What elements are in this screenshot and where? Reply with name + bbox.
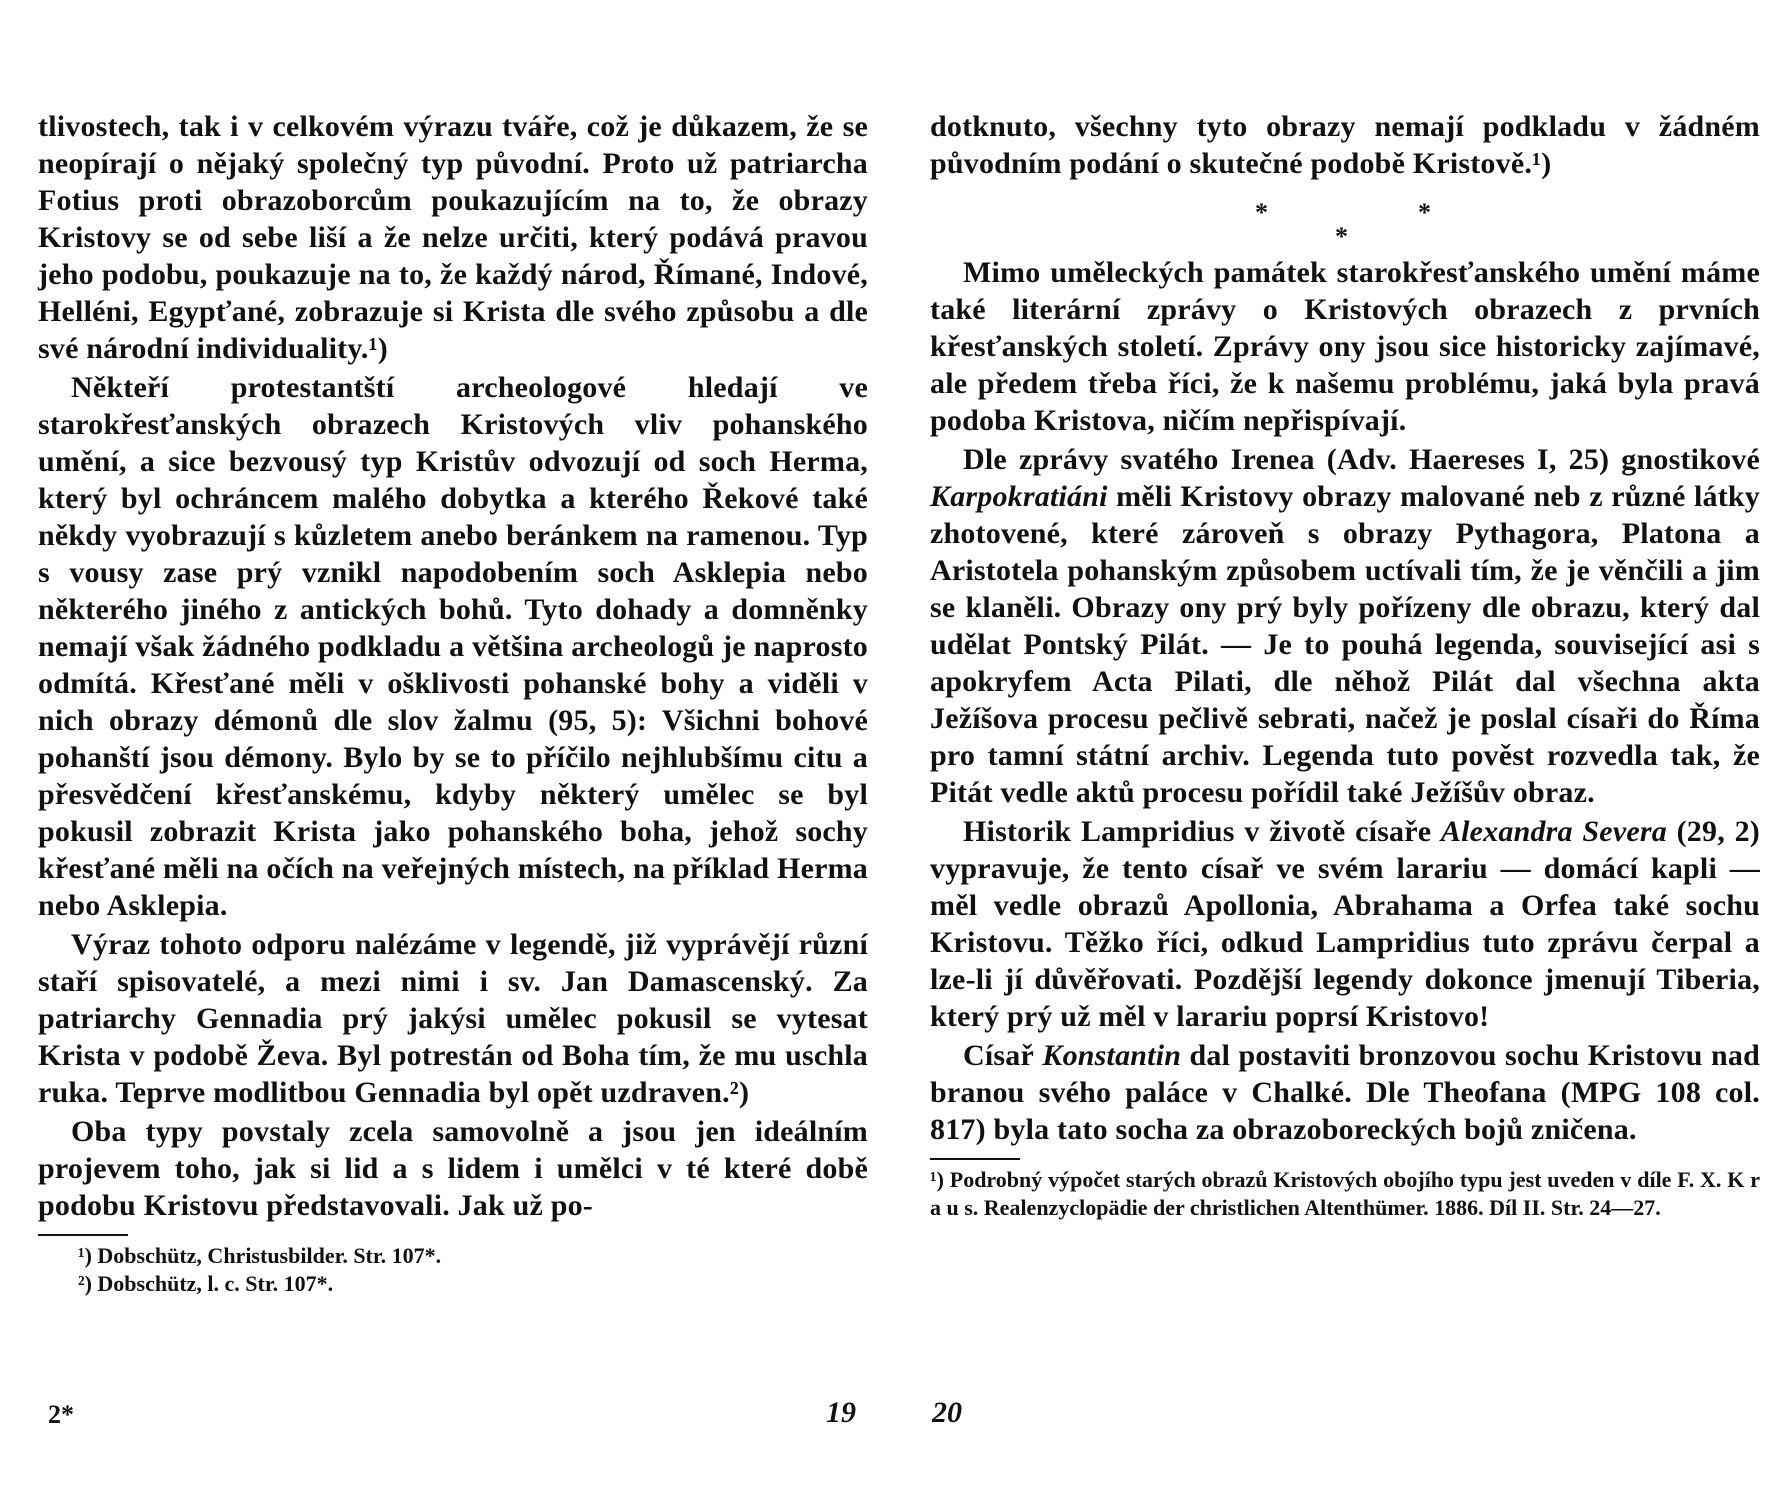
footnote-rule — [38, 1234, 128, 1236]
footnote: ¹) Dobschütz, Christusbilder. Str. 107*. — [78, 1243, 442, 1268]
left-paragraph-1: tlivostech, tak i v celkovém výrazu tváře, což je důkazem, že se neopírají o nějaký společný typ původní. Proto už patriarcha Fotius proti obrazoborcům poukazujícím na to, že obrazy Kristovy se od sebe liší a že nelze určiti, který podává pravou jeho podobu, poukazuje na to, že každý národ, Římané, Indové, Helléni, Egypťané, zobrazuje si Krista dle svého způsobu a dle své národní individuality.¹) — [38, 110, 868, 365]
right-paragraph-1: Mimo uměleckých památek starokřesťanského umění máme také literární zprávy o Kristových obrazech z prvních křesťanských století. Zprávy ony jsou sice historicky zajímavé, ale předem třeba říci, že k našemu problému, jaká byla pravá podoba Kristova, ničím nepřispívají. — [930, 256, 1760, 437]
page-number-right: 20 — [932, 1396, 962, 1429]
right-paragraph-4: Císař Konstantin dal postaviti bronzovou sochu Kristovu nad branou svého paláce v Chalké. Dle Theofana (MPG 108 col. 817) byla tato socha za obrazoboreckých bojů zničena. — [930, 1039, 1760, 1146]
right-paragraph-3: Historik Lampridius v životě císaře Alexandra Severa (29, 2) vypravuje, že tento císař ve svém larariu — domácí kapli — měl vedle obrazů Apollonia, Abrahama a Orfea také sochu Kristovu. Těžko říci, odkud Lampridius tuto zprávu čerpal a lze-li jí důvěřovati. Pozdější legendy dokonce jmenují Tiberia, který prý už měl v larariu poprsí Kristovo! — [930, 815, 1760, 1033]
left-body — [38, 108, 868, 1224]
footnote: ¹) Podrobný výpočet starých obrazů Kristových obojího typu jest uveden v díle F. X. K r a u s. Realenzyclopädie der christlichen Altenthümer. 1886. Díl II. Str. 24—27. — [930, 1167, 1760, 1220]
page-number-left: 19 — [826, 1396, 856, 1429]
right-footnotes — [930, 1166, 1760, 1222]
footnote-rule — [930, 1158, 1020, 1160]
signature-mark: 2* — [48, 1400, 74, 1429]
asterisk: * — [1255, 198, 1272, 227]
left-paragraph-2: Někteří protestantští archeologové hledají ve starokřesťanských obrazech Kristových vliv pohanského umění, a sice bezvousý typ Kristův odvozují od soch Herma, který byl ochráncem malého dobytka a kterého Řekové také někdy vyobrazují s kůzletem anebo beránkem na ramenou. Typ s vousy zase prý vznikl napodobením soch Asklepia nebo některého jiného z antických bohů. Tyto dohady a domněnky nemají však žádného podkladu a většina archeologů je naprosto odmítá. Křesťané měli v ošklivosti pohanské bohy a viděli v nich obrazy démonů dle slov žalmu (95, 5): Všichni bohové pohanští jsou démony. Bylo by se to příčilo nejhlubšímu citu a přesvědčení křesťanskému, kdyby některý umělec se byl pokusil zobrazit Krista jako pohanského boha, jehož sochy křesťané měli na očích na veřejných místech, na příklad Herma nebo Asklepia. — [38, 371, 868, 922]
left-paragraph-3: Výraz tohoto odporu nalézáme v legendě, již vyprávějí různí staří spisovatelé, a mezi nimi i sv. Jan Damascenský. Za patriarchy Gennadia prý jakýsi umělec pokusil se vytesat Krista v podobě Ževa. Byl potrestán od Boha tím, že mu uschla ruka. Teprve modlitbou Gennadia byl opět uzdraven.²) — [38, 928, 868, 1109]
right-page — [930, 108, 1760, 1222]
right-paragraph-top: dotknuto, všechny tyto obrazy nemají podkladu v žádném původním podání o skutečné podobě Kristově.¹) — [930, 110, 1760, 180]
section-separator — [930, 194, 1760, 254]
asterisk: * — [1335, 222, 1352, 251]
left-paragraph-4: Oba typy povstaly zcela samovolně a jsou jen ideálním projevem toho, jak si lid a s lidem i umělci v té které době podobu Kristovu představovali. Jak už po- — [38, 1115, 868, 1222]
left-page — [38, 108, 868, 1298]
footnote: ²) Dobschütz, l. c. Str. 107*. — [78, 1271, 334, 1296]
left-footnotes — [38, 1242, 868, 1298]
right-paragraph-2: Dle zprávy svatého Irenea (Adv. Haereses I, 25) gnostikové Karpokratiáni měli Kristovy obrazy malované neb z různé látky zhotovené, které zároveň s obrazy Pythagora, Platona a Aristotela pohanským způsobem uctívali tím, že je věnčili a jim se klaněli. Obrazy ony prý byly pořízeny dle obrazu, který dal udělat Pontský Pilát. — Je to pouhá legenda, související asi s apokryfem Acta Pilati, dle něhož Pilát dal všechna akta Ježíšova procesu pečlivě sebrati, načež je poslal císaři do Říma pro tamní státní archiv. Legenda tuto pověst rozvedla tak, že Pitát vedle aktů procesu pořídil také Ježíšův obraz. — [930, 443, 1760, 809]
right-body — [930, 108, 1760, 1148]
asterisk: * — [1418, 198, 1435, 227]
